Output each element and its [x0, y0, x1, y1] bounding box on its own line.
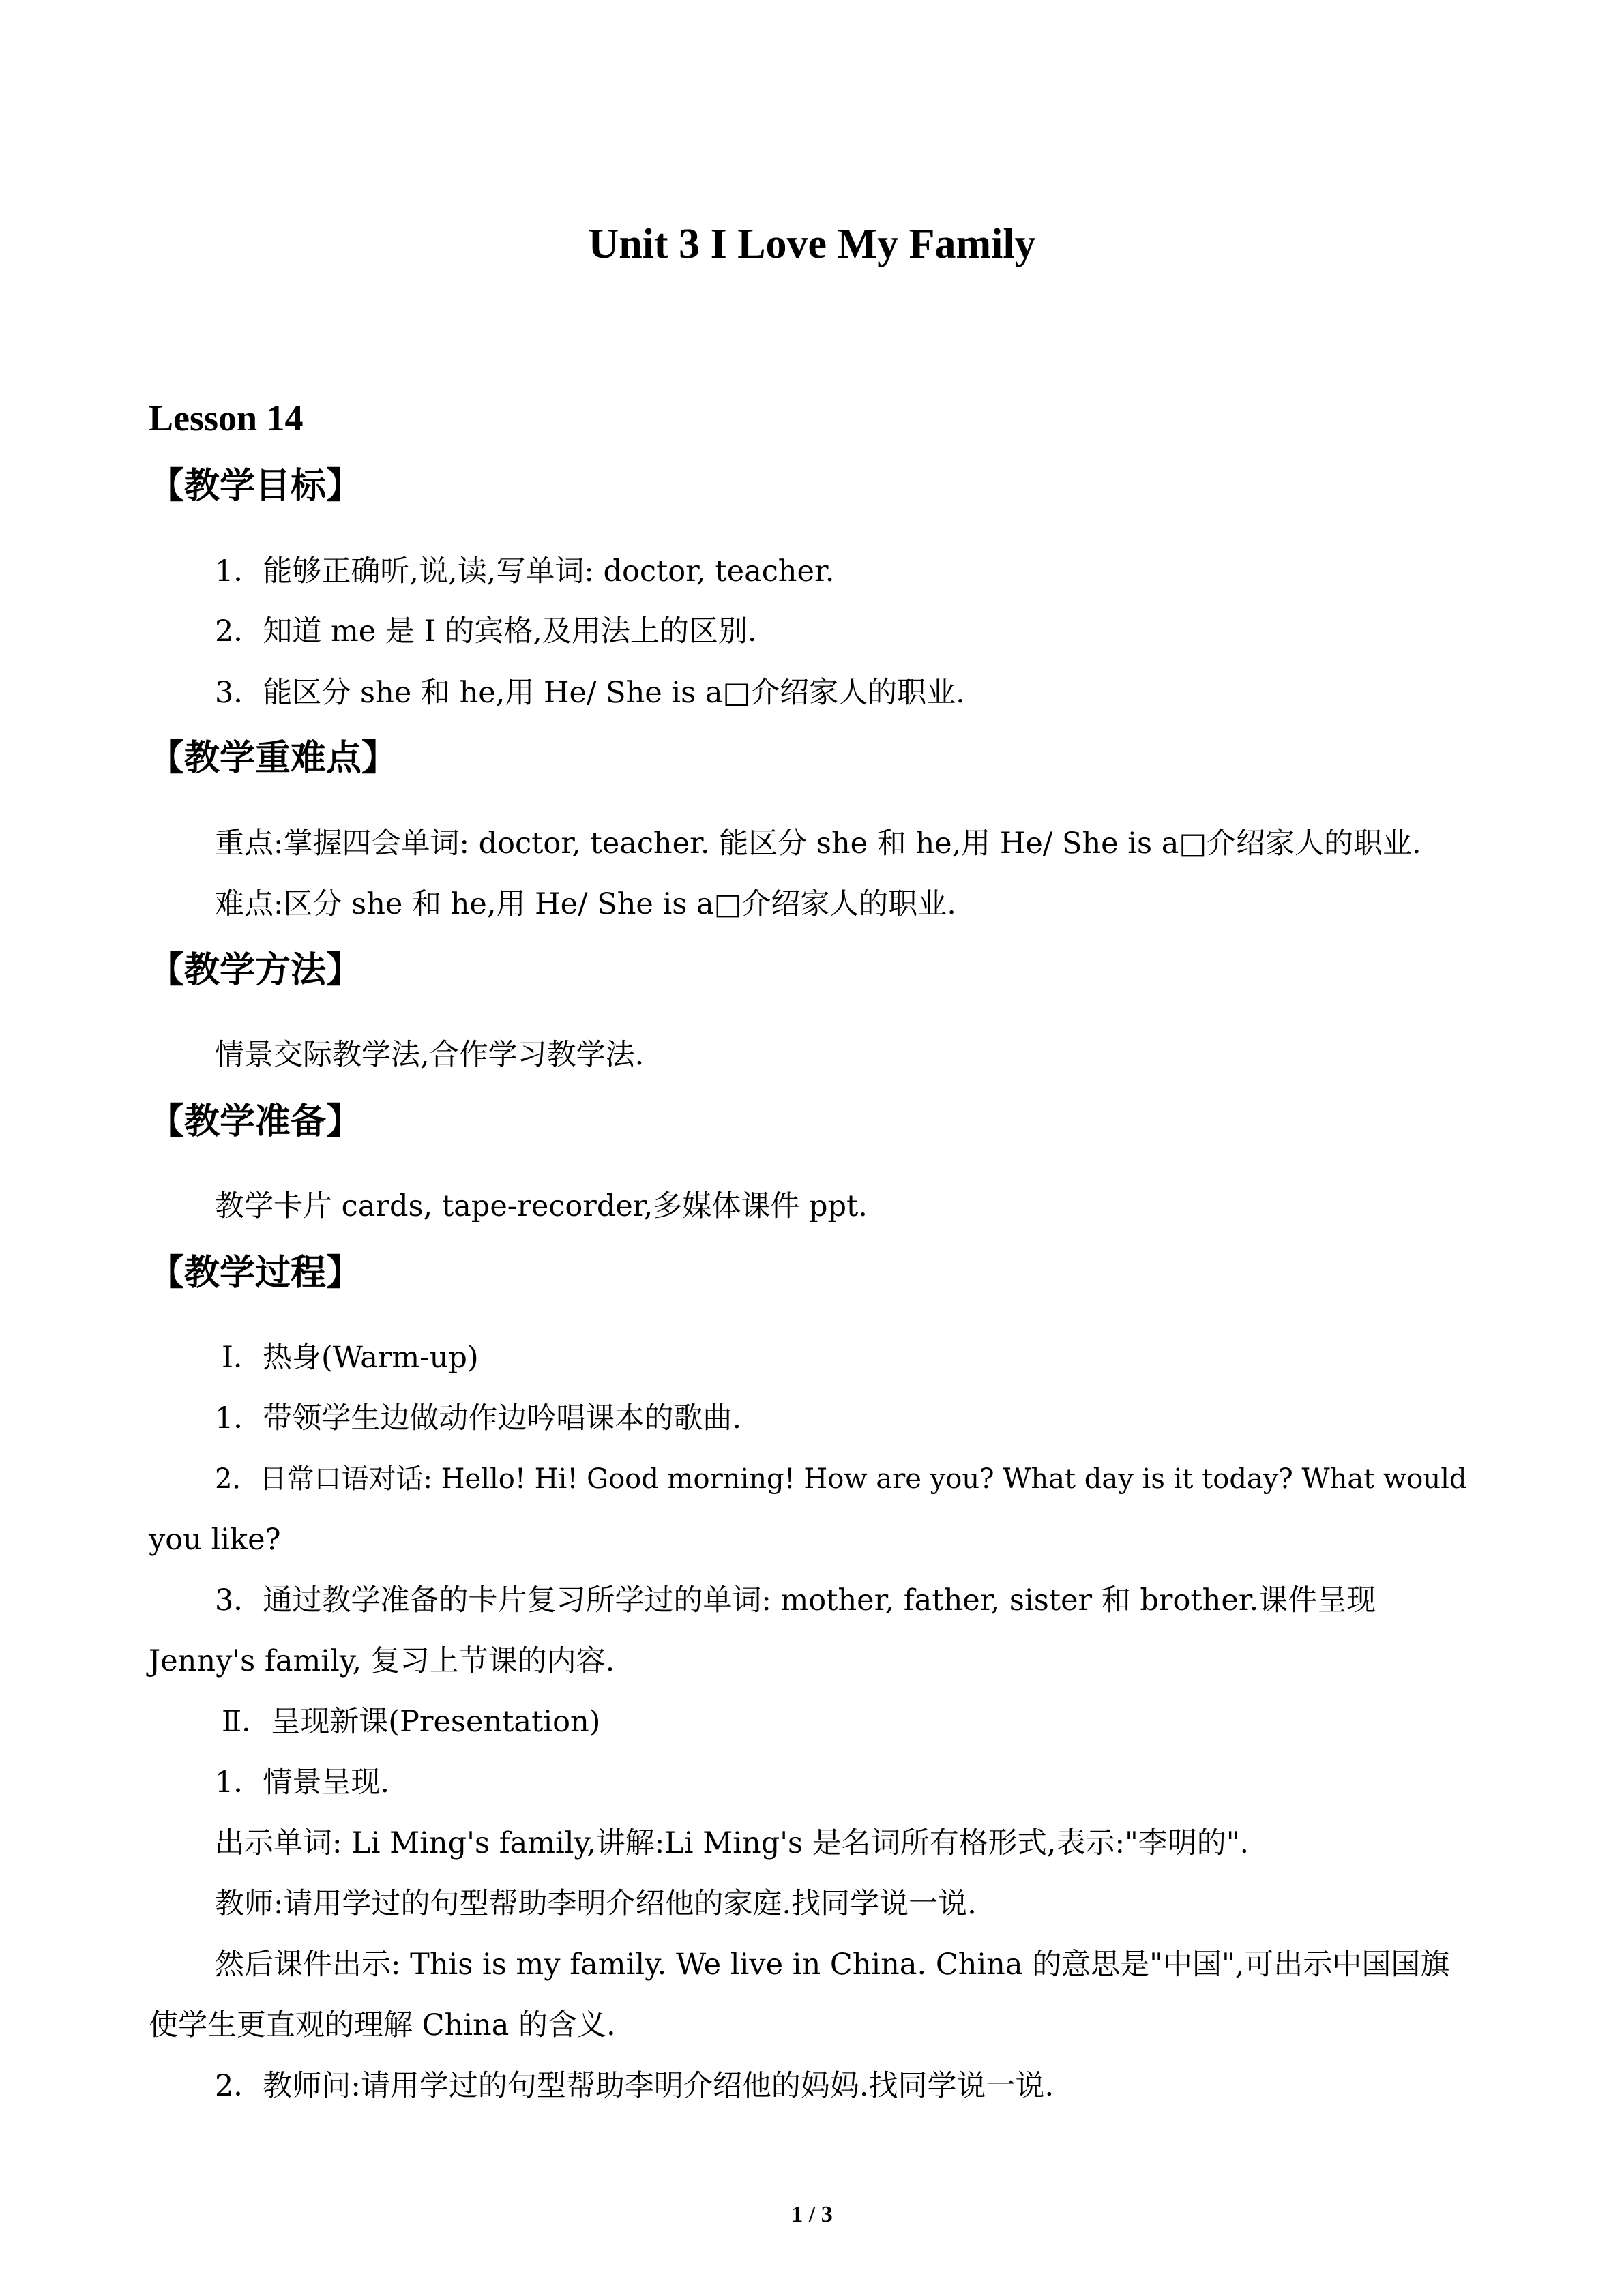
section-heading-key-points: 【教学重难点】: [149, 738, 398, 779]
objective-item: 3．能区分 she 和 he,用 He/ She is a□介绍家人的职业.: [215, 676, 965, 710]
lesson-heading: Lesson 14: [149, 398, 304, 438]
page-number: 1 / 3: [791, 2202, 833, 2227]
method-item: 情景交际教学法,合作学习教学法.: [215, 1038, 645, 1072]
document-title: Unit 3 I Love My Family: [588, 221, 1036, 267]
section-heading-preparation: 【教学准备】: [149, 1101, 362, 1142]
key-point-item: 难点:区分 she 和 he,用 He/ She is a□介绍家人的职业.: [215, 887, 956, 921]
objective-item: 1．能够正确听,说,读,写单词: doctor, teacher.: [215, 554, 835, 588]
process-line: 1．带领学生边做动作边吟唱课本的歌曲.: [215, 1401, 742, 1435]
process-line: 然后课件出示: This is my family. We live in China. China 的意思是"中国",可出示中国国旗: [215, 1948, 1450, 1982]
key-point-item: 重点:掌握四会单词: doctor, teacher. 能区分 she 和 he,用 He/ She is a□介绍家人的职业.: [215, 826, 1421, 861]
process-line: 使学生更直观的理解 China 的含义.: [149, 2008, 616, 2042]
process-line: 3．通过教学准备的卡片复习所学过的单词: mother, father, sister 和 brother.课件呈现: [215, 1583, 1376, 1617]
section-heading-process: 【教学过程】: [149, 1253, 362, 1294]
process-line: 教师:请用学过的句型帮助李明介绍他的家庭.找同学说一说.: [215, 1887, 977, 1921]
process-line: 2．日常口语对话: Hello! Hi! Good morning! How are you? What day is it today? What would: [215, 1463, 1467, 1495]
process-line: 2．教师问:请用学过的句型帮助李明介绍他的妈妈.找同学说一说.: [215, 2069, 1054, 2103]
process-line: Ⅱ．呈现新课(Presentation): [222, 1705, 601, 1739]
section-heading-objectives: 【教学目标】: [149, 466, 362, 507]
objective-item: 2．知道 me 是 I 的宾格,及用法上的区别.: [215, 614, 757, 648]
section-heading-methods: 【教学方法】: [149, 950, 362, 991]
process-line: Jenny's family, 复习上节课的内容.: [149, 1644, 615, 1678]
process-line: 1．情景呈现.: [215, 1765, 390, 1800]
process-line: 出示单词: Li Ming's family,讲解:Li Ming's 是名词所有格形式,表示:"李明的".: [215, 1826, 1250, 1860]
preparation-item: 教学卡片 cards, tape-recorder,多媒体课件 ppt.: [215, 1189, 868, 1223]
process-line: you like?: [149, 1523, 281, 1557]
process-line: Ⅰ．热身(Warm-up): [222, 1341, 479, 1375]
